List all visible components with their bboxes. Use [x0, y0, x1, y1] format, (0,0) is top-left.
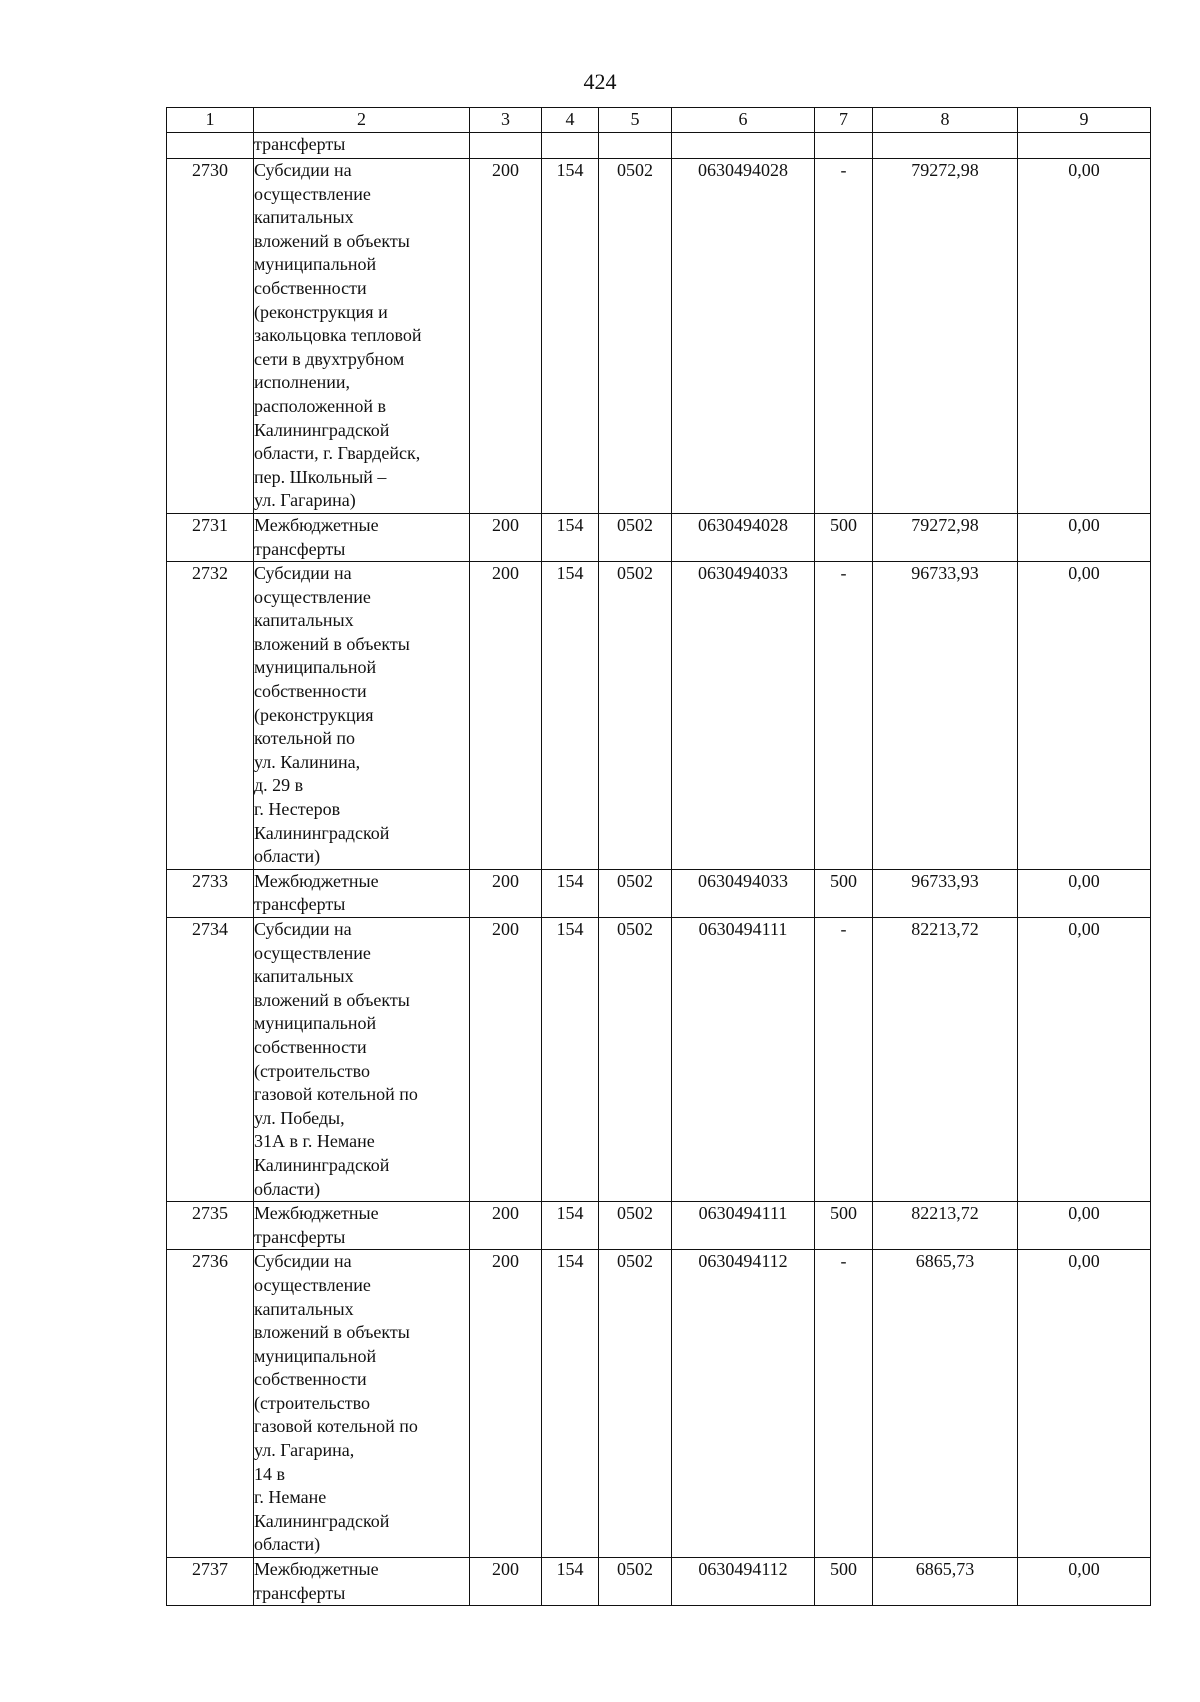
- amount-1: 6865,73: [873, 1558, 1018, 1606]
- table-row: [167, 159, 1151, 514]
- ministry-code: 200: [470, 513, 542, 561]
- amount-2: 0,00: [1018, 1558, 1151, 1606]
- table-row: [167, 513, 1151, 561]
- target-code: 0630494112: [672, 1558, 815, 1606]
- code-4: [542, 133, 599, 159]
- ministry-code: 200: [470, 159, 542, 514]
- code-4: 154: [542, 1202, 599, 1250]
- page-number: 424: [583, 69, 617, 94]
- amount-1: 79272,98: [873, 513, 1018, 561]
- amount-1: [873, 133, 1018, 159]
- target-code: 0630494033: [672, 562, 815, 870]
- amount-1: 96733,93: [873, 869, 1018, 917]
- row-number: 2731: [167, 513, 254, 561]
- table-row: [167, 1202, 1151, 1250]
- expense-type: -: [815, 562, 873, 870]
- amount-1: 79272,98: [873, 159, 1018, 514]
- expense-type: 500: [815, 1202, 873, 1250]
- ministry-code: [470, 133, 542, 159]
- row-name: Субсидии на осуществление капитальных вложений в объекты муниципальной собственности (реконструкция и закольцовка тепловой сети в двухтрубном исполнении, расположенной в Калининградской области, г. Гвардейск, пер. Школьный – ул. Гагарина): [254, 159, 470, 514]
- row-number: [167, 133, 254, 159]
- table-row: [167, 1250, 1151, 1558]
- row-name: Субсидии на осуществление капитальных вложений в объекты муниципальной собственности (реконструкция котельной по ул. Калинина, д. 29 в г. Нестеров Калининградской области): [254, 562, 470, 870]
- code-4: 154: [542, 869, 599, 917]
- header-cell-5: 5: [599, 108, 672, 133]
- table-row: [167, 562, 1151, 870]
- header-cell-2: 2: [254, 108, 470, 133]
- amount-2: 0,00: [1018, 1202, 1151, 1250]
- expense-type: 500: [815, 513, 873, 561]
- section-code: 0502: [599, 869, 672, 917]
- table-row: [167, 869, 1151, 917]
- code-4: 154: [542, 513, 599, 561]
- target-code: 0630494112: [672, 1250, 815, 1558]
- target-code: 0630494028: [672, 159, 815, 514]
- amount-2: [1018, 133, 1151, 159]
- section-code: 0502: [599, 1202, 672, 1250]
- code-4: 154: [542, 1558, 599, 1606]
- row-number: 2734: [167, 918, 254, 1202]
- row-name: трансферты: [254, 133, 470, 159]
- budget-table: [166, 107, 1151, 1606]
- expense-type: [815, 133, 873, 159]
- section-code: 0502: [599, 1250, 672, 1558]
- amount-2: 0,00: [1018, 918, 1151, 1202]
- header-cell-8: 8: [873, 108, 1018, 133]
- section-code: [599, 133, 672, 159]
- code-4: 154: [542, 562, 599, 870]
- row-name: Межбюджетные трансферты: [254, 1558, 470, 1606]
- ministry-code: 200: [470, 1250, 542, 1558]
- header-cell-4: 4: [542, 108, 599, 133]
- header-cell-3: 3: [470, 108, 542, 133]
- section-code: 0502: [599, 562, 672, 870]
- table-row: [167, 1558, 1151, 1606]
- row-name: Межбюджетные трансферты: [254, 869, 470, 917]
- header-cell-1: 1: [167, 108, 254, 133]
- expense-type: -: [815, 1250, 873, 1558]
- target-code: 0630494028: [672, 513, 815, 561]
- target-code: 0630494111: [672, 918, 815, 1202]
- section-code: 0502: [599, 513, 672, 561]
- amount-2: 0,00: [1018, 869, 1151, 917]
- target-code: 0630494111: [672, 1202, 815, 1250]
- row-name: Межбюджетные трансферты: [254, 1202, 470, 1250]
- header-cell-6: 6: [672, 108, 815, 133]
- expense-type: 500: [815, 869, 873, 917]
- row-number: 2733: [167, 869, 254, 917]
- ministry-code: 200: [470, 1202, 542, 1250]
- row-number: 2735: [167, 1202, 254, 1250]
- amount-2: 0,00: [1018, 562, 1151, 870]
- ministry-code: 200: [470, 869, 542, 917]
- row-number: 2736: [167, 1250, 254, 1558]
- header-cell-7: 7: [815, 108, 873, 133]
- expense-type: -: [815, 918, 873, 1202]
- row-number: 2732: [167, 562, 254, 870]
- section-code: 0502: [599, 159, 672, 514]
- row-name: Субсидии на осуществление капитальных вложений в объекты муниципальной собственности (строительство газовой котельной по ул. Победы, 31А в г. Немане Калининградской области): [254, 918, 470, 1202]
- header-row: [167, 108, 1151, 133]
- target-code: 0630494033: [672, 869, 815, 917]
- amount-1: 82213,72: [873, 1202, 1018, 1250]
- row-number: 2737: [167, 1558, 254, 1606]
- ministry-code: 200: [470, 1558, 542, 1606]
- ministry-code: 200: [470, 918, 542, 1202]
- row-name: Субсидии на осуществление капитальных вложений в объекты муниципальной собственности (строительство газовой котельной по ул. Гагарина, 14 в г. Немане Калининградской области): [254, 1250, 470, 1558]
- amount-2: 0,00: [1018, 1250, 1151, 1558]
- row-number: 2730: [167, 159, 254, 514]
- amount-1: 96733,93: [873, 562, 1018, 870]
- amount-1: 82213,72: [873, 918, 1018, 1202]
- amount-2: 0,00: [1018, 159, 1151, 514]
- code-4: 154: [542, 918, 599, 1202]
- target-code: [672, 133, 815, 159]
- ministry-code: 200: [470, 562, 542, 870]
- amount-1: 6865,73: [873, 1250, 1018, 1558]
- header-cell-9: 9: [1018, 108, 1151, 133]
- code-4: 154: [542, 159, 599, 514]
- continuation-row: [167, 133, 1151, 159]
- expense-type: -: [815, 159, 873, 514]
- expense-type: 500: [815, 1558, 873, 1606]
- amount-2: 0,00: [1018, 513, 1151, 561]
- section-code: 0502: [599, 918, 672, 1202]
- table-row: [167, 918, 1151, 1202]
- code-4: 154: [542, 1250, 599, 1558]
- row-name: Межбюджетные трансферты: [254, 513, 470, 561]
- section-code: 0502: [599, 1558, 672, 1606]
